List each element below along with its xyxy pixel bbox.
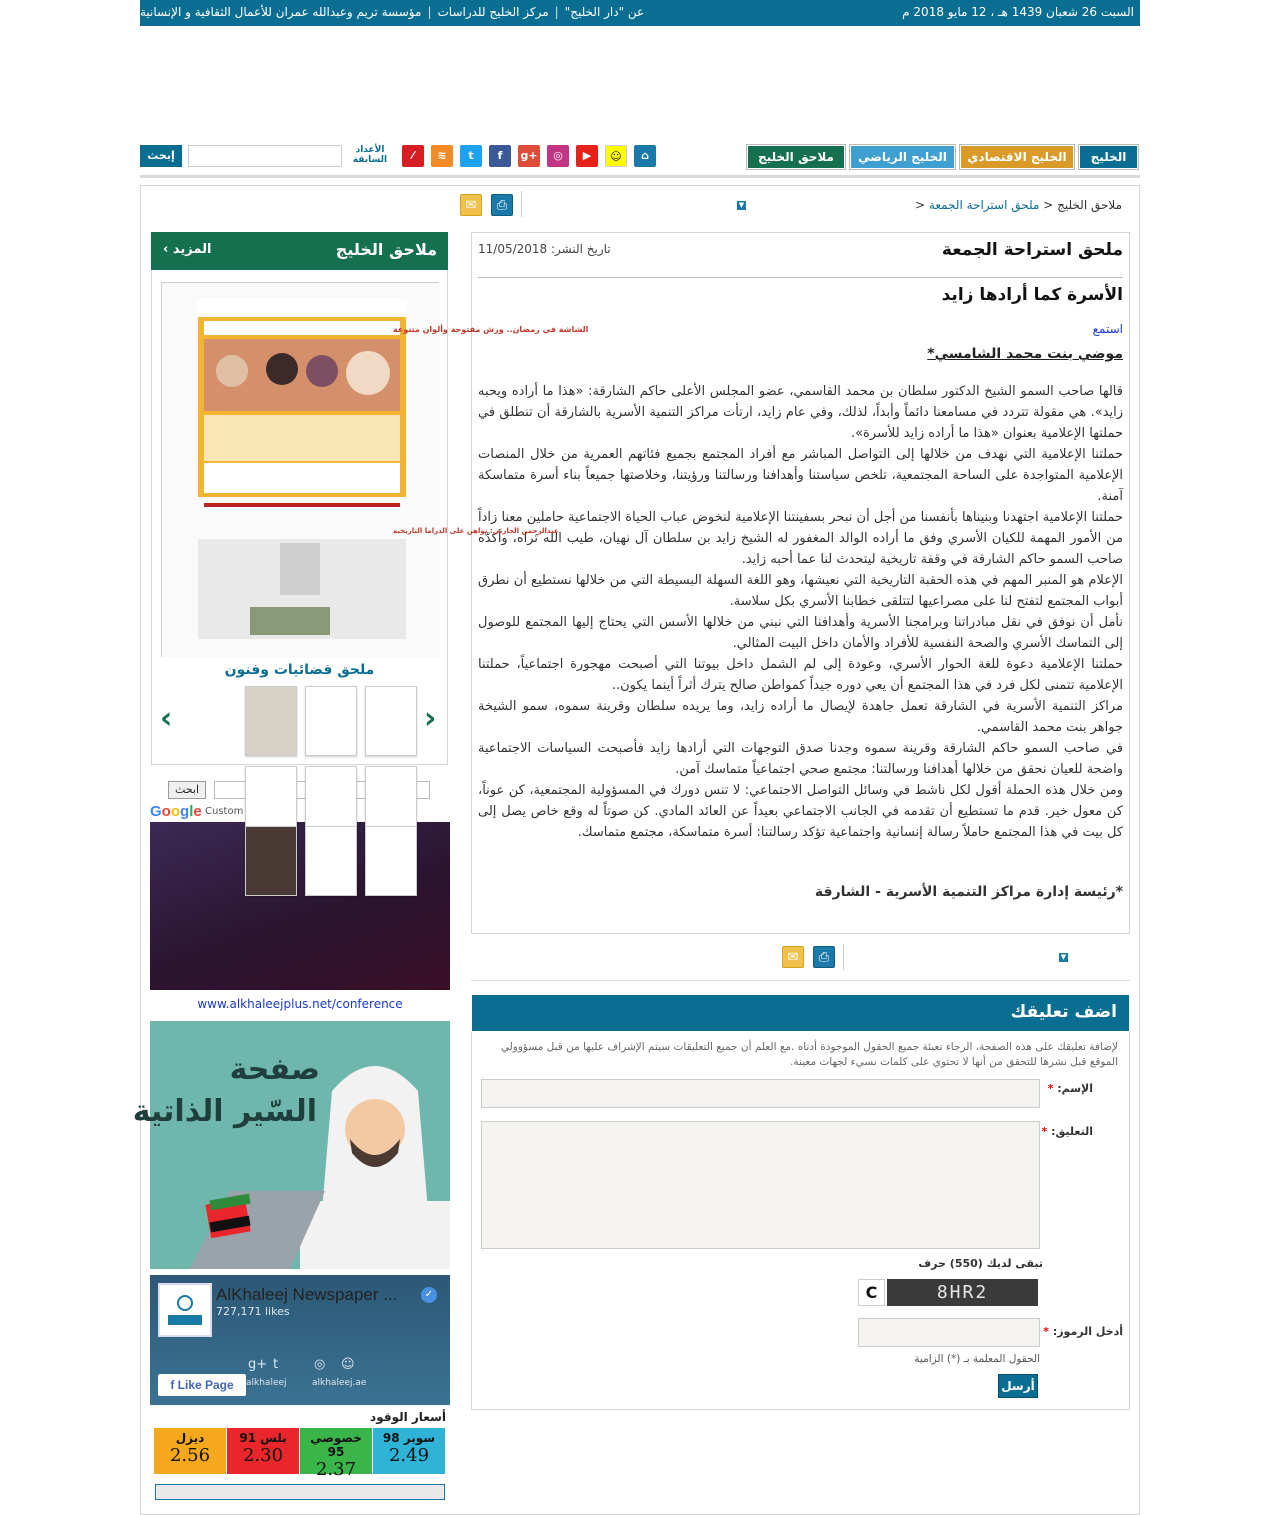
back-issues-link[interactable]: الأعداد السابقة bbox=[352, 145, 388, 165]
top-link-dar-alkhaleej[interactable]: عن "دار الخليج" bbox=[564, 5, 645, 19]
captcha-label-text: أدخل الرموز: bbox=[1052, 1325, 1123, 1338]
fuel-price: 2.56 bbox=[169, 1445, 211, 1466]
supplement-thumbnail[interactable] bbox=[305, 826, 357, 896]
fuel-price-plus91 bbox=[227, 1428, 299, 1474]
nav-divider bbox=[140, 175, 1140, 178]
youtube-icon[interactable]: ▶ bbox=[576, 145, 598, 167]
social-handle: alkhaleej.ae bbox=[312, 1378, 367, 1388]
divider bbox=[471, 980, 1130, 981]
font-size-dropdown-icon[interactable]: ▼ bbox=[1060, 953, 1067, 961]
article-body bbox=[478, 381, 1123, 843]
snapchat-icon[interactable]: ☺ bbox=[605, 145, 627, 167]
chevron-right-icon[interactable]: › bbox=[424, 701, 437, 736]
refresh-icon[interactable]: C bbox=[858, 1279, 885, 1306]
facebook-page-name[interactable]: AlKhaleej Newspaper ... bbox=[216, 1285, 398, 1304]
name-input[interactable] bbox=[481, 1079, 1040, 1108]
alkhaleej-logo bbox=[158, 1283, 212, 1337]
breadcrumb bbox=[915, 198, 1122, 212]
required-note: الحقول المعلمة بـ (*) الزامية bbox=[914, 1353, 1040, 1365]
submit-button[interactable]: أرسل bbox=[998, 1374, 1038, 1398]
site-search-button[interactable]: إبحث bbox=[140, 145, 182, 167]
top-link-studies-center[interactable]: مركز الخليج للدراسات bbox=[437, 5, 549, 19]
article-paragraph: حملتنا الإعلامية التي نهدف من خلالها إلى التواصل المباشر مع أفراد المجتمع بجميع فئاتهم العمرية من خلال المنصات الإعلامية المتواجدة على الساحة المجتمعية، تلخص سياستنا وأهدافنا ورسالتنا ورؤيتنا، وخلاصتها جميعاً بناء أسرة متماسكة آمنة. bbox=[478, 447, 1123, 504]
cover-subhead: عبدالرحمن الحارثي: نواهن على الدراما التاريخية bbox=[393, 527, 559, 535]
email-icon[interactable]: ✉ bbox=[782, 946, 804, 968]
fuel-price: 2.49 bbox=[388, 1445, 430, 1466]
instagram-icon[interactable]: ◎ bbox=[547, 145, 569, 167]
article-title: الأسرة كما أرادها زايد bbox=[941, 285, 1123, 305]
header-date: السبت 26 شعبان 1439 هـ ، 12 مايو 2018 م bbox=[902, 5, 1134, 19]
fuel-price: 2.37 bbox=[315, 1459, 357, 1480]
social-handle: alkhaleej bbox=[246, 1378, 287, 1388]
cover-image bbox=[162, 283, 589, 658]
captcha-image: 8HR2 bbox=[887, 1279, 1038, 1306]
listen-link[interactable]: استمع bbox=[1092, 322, 1123, 336]
facebook-like-button[interactable] bbox=[158, 1374, 246, 1396]
comment-heading: اضف تعليقك bbox=[472, 995, 1129, 1031]
breadcrumb-root[interactable]: ملاحق الخليج bbox=[1057, 198, 1122, 212]
twitter-icon: t bbox=[273, 1357, 279, 1372]
google-plus-icon[interactable]: g+ bbox=[518, 145, 540, 167]
nav-tab-economic[interactable]: الخليج الاقتصادي bbox=[960, 145, 1074, 169]
article-paragraph: حملتنا الإعلامية اجتهدنا وبنيناها بأنفسنا من أجل أن نبحر بسفينتنا الإعلامية لنخوض عباب الحياة الاجتماعية حاملين معنا زاداً من الأمور المهمة للكيان الأسري وفق ما أراده الوالد المغفور له الشيخ زايد بن سلطان آل نهيان، طيب الله ثراه، وأكدّه صاحب السمو حاكم الشارقة في وقفة تاريخية ليتحدث لنا عما أحبه زايد. bbox=[478, 510, 1123, 567]
captcha-input[interactable] bbox=[858, 1318, 1040, 1347]
cv-ad-title: صفحة bbox=[229, 1052, 320, 1087]
instagram-icon: ◎ bbox=[314, 1357, 326, 1372]
comment-label-text: التعليق: bbox=[1051, 1125, 1093, 1138]
required-marker: * bbox=[1047, 1082, 1054, 1095]
fuel-prices-title: أسعار الوقود bbox=[370, 1410, 446, 1424]
required-marker: * bbox=[1041, 1125, 1048, 1138]
snapchat-icon: ☺ bbox=[341, 1357, 355, 1372]
publish-date: تاريخ النشر: 11/05/2018 bbox=[478, 242, 611, 256]
name-label bbox=[1048, 1082, 1093, 1095]
cover-headline: الشاشة في رمضان.. ورش مفتوحة وألوان متنوعة bbox=[393, 325, 589, 334]
article-paragraph: حملتنا الإعلامية دعوة للغة الحوار الأسري، وعودة إلى لم الشمل داخل بيوتنا التي أصبحت مهجورة اجتماعياً، حملتنا الإعلامية تتمنى لكل فرد في هذا المجتمع أن يعي دوره جيداً كمواطن صالح يترك أثراً أينما يكون.. bbox=[478, 657, 1123, 693]
name-label-text: الإسم: bbox=[1057, 1082, 1093, 1095]
article-paragraph: في صاحب السمو حاكم الشارقة وقرينة سموه وجدنا صدق التوجهات التي أرادها زايد فأصبحت السياسات الاجتماعية واضحة للعيان نحقق من خلالها أهدافنا ورسالتنا: مجتمع صحي اجتماعياً متماسك آمن. bbox=[478, 741, 1123, 777]
divider bbox=[521, 191, 522, 217]
site-search-input[interactable] bbox=[188, 145, 342, 167]
print-icon[interactable]: ⎙ bbox=[813, 946, 835, 968]
required-marker: * bbox=[1043, 1325, 1049, 1338]
comment-textarea[interactable] bbox=[481, 1121, 1040, 1249]
top-bar bbox=[140, 0, 1140, 26]
supplements-title: ملاحق الخليج bbox=[335, 240, 437, 259]
breadcrumb-current[interactable]: ملحق استراحة الجمعة bbox=[928, 198, 1040, 212]
nav-tab-supplements[interactable]: ملاحق الخليج bbox=[747, 145, 845, 169]
article-paragraph: مراكز التنمية الأسرية في الشارقة تعمل جاهدة لإيصال ما أراده زايد، وما يريده سلطان وقرينة سموه، سمو الشيخة جواهر بنت محمد القاسمي. bbox=[478, 699, 1123, 735]
breadcrumb-separator: < bbox=[1039, 198, 1054, 212]
supplement-thumbnail[interactable] bbox=[365, 686, 417, 756]
google-custom-label: Custom bbox=[205, 806, 244, 817]
nav-tab-alkhaleej[interactable]: الخليج bbox=[1079, 145, 1138, 169]
supplement-thumbnail[interactable] bbox=[365, 826, 417, 896]
comment-label bbox=[1041, 1125, 1093, 1138]
divider: | bbox=[427, 5, 432, 19]
like-button-label: Like Page bbox=[177, 1378, 234, 1392]
facebook-icon: f bbox=[170, 1378, 175, 1392]
remaining-chars: تبقى لديك (550) حرف bbox=[918, 1257, 1043, 1270]
nav-tab-sports[interactable]: الخليج الرياضي bbox=[850, 145, 955, 169]
chevron-left-icon[interactable]: ‹ bbox=[160, 701, 173, 736]
fuel-name: خصوصي 95 bbox=[310, 1431, 362, 1459]
verified-icon: ✓ bbox=[421, 1287, 437, 1303]
supplements-header bbox=[151, 232, 448, 270]
font-size-dropdown-icon[interactable]: ▼ bbox=[738, 201, 745, 209]
facebook-likes: 727,171 likes bbox=[216, 1305, 290, 1318]
author-signature: *رئيسة إدارة مراكز التنمية الأسرية - الشارقة bbox=[814, 884, 1123, 900]
divider: | bbox=[554, 5, 559, 19]
fuel-price-super98 bbox=[373, 1428, 445, 1474]
cv-ad-subtitle: السّير الذاتية bbox=[132, 1094, 317, 1129]
article-paragraph: قالها صاحب السمو الشيخ الدكتور سلطان بن محمد القاسمي، عضو المجلس الأعلى حاكم الشارقة: «هذا ما أراده ويحبه زايد». هي مقولة تتردد في مسامعنا دائماً وأبداً، لذلك، وفي عام زايد، ارتأت مراكز التنمية الأسرية بالشارقة أن تنطلق في حملتها الإعلامية بعنوان «هذا ما أراده زايد للأسرة». bbox=[478, 384, 1123, 441]
print-icon[interactable]: ⎙ bbox=[491, 194, 513, 216]
supplement-cover-title[interactable]: ملحق فضائيات وفنون bbox=[224, 662, 375, 678]
twitter-icon[interactable]: t bbox=[460, 145, 482, 167]
pdf-icon[interactable]: ⁄ bbox=[402, 145, 424, 167]
google-plus-icon: g+ bbox=[248, 1357, 268, 1372]
supplement-thumbnail[interactable] bbox=[245, 826, 297, 896]
author-name: موضي بنت محمد الشامسي* bbox=[927, 346, 1123, 362]
top-links bbox=[140, 5, 644, 19]
divider bbox=[478, 277, 1123, 278]
article-paragraph: ومن خلال هذه الحملة أقول لكل ناشط في وسائل التواصل الاجتماعي: لا تنس دورك في المسؤولية المجتمعية، كن عوناً، كن معول خير. قدم ما تستطيع أن تقدمه في الجانب الاجتماعي بعيداً عن العائد المادي. كن صوتاً له وقع خاص يصل إلى كل بيت في هذا المجتمع حاملاً رسالة إنسانية واجتماعية تؤكد رسالتنا: أسرة متماسكة، مجتمع متماسك. bbox=[478, 783, 1123, 840]
fuel-price-special95 bbox=[300, 1428, 372, 1480]
email-icon[interactable]: ✉ bbox=[460, 194, 482, 216]
google-logo: Google bbox=[150, 803, 202, 820]
fuel-name: ديزل bbox=[175, 1431, 205, 1445]
fuel-name: سوبر 98 bbox=[382, 1431, 436, 1445]
captcha-label bbox=[1043, 1325, 1123, 1338]
supplement-cover[interactable] bbox=[161, 282, 589, 657]
advertisement[interactable] bbox=[155, 1484, 445, 1500]
fuel-name: بلس 91 bbox=[239, 1431, 287, 1445]
chevron-right-icon: › bbox=[163, 242, 169, 257]
supplement-thumbnail[interactable] bbox=[245, 686, 297, 756]
fuel-price: 2.30 bbox=[242, 1445, 284, 1466]
article-paragraph: الإعلام هو المنبر المهم في هذه الحقبة التاريخية التي نعيشها، وهو اللغة السهلة البسيطة التي من خلالها نستطيع أن نطرق أبواب المجتمع لتفتح لنا على مصراعيها لتتلقى خطابنا الأسري بكل سلاسة. bbox=[478, 573, 1123, 609]
facebook-icon[interactable]: f bbox=[489, 145, 511, 167]
supplement-thumbnail[interactable] bbox=[305, 686, 357, 756]
rss-icon[interactable]: ≋ bbox=[431, 145, 453, 167]
conference-link[interactable]: www.alkhaleejplus.net/conference bbox=[197, 997, 403, 1011]
fuel-price-diesel bbox=[154, 1428, 226, 1474]
home-icon[interactable]: ⌂ bbox=[634, 145, 656, 167]
more-link-label: المزيد bbox=[172, 242, 212, 257]
divider bbox=[843, 944, 844, 970]
breadcrumb-separator: < bbox=[915, 198, 926, 212]
section-title: ملحق استراحة الجمعة bbox=[941, 240, 1123, 260]
comment-note: لإضافة تعليقك على هذه الصفحة، الرجاء تعبئة جميع الحقول الموجودة أدناه .مع العلم أن جميع التعليقات سيتم الإشراف عليها من قبل مسؤوولي الموقع قبل نشرها للتحقق من أنها لا تحتوي على كلمات نسيء لجهات معينة. bbox=[500, 1041, 1118, 1068]
article-paragraph: نأمل أن نوفق في نقل مبادراتنا وبرامجنا الأسرية وأهدافنا التي نبني من خلالها الأسس التي يحتاج إليها المجتمع للوصول إلى التماسك الأسري والصحة النفسية للأفراد والأمان داخل البيت المثالي. bbox=[478, 615, 1123, 651]
logo-mark bbox=[160, 1285, 210, 1335]
top-link-foundation[interactable]: مؤسسة تريم وعبدالله عمران للأعمال الثقافية و الإنسانية bbox=[140, 5, 422, 19]
more-link[interactable] bbox=[163, 242, 211, 257]
google-search-button[interactable]: ابحث bbox=[168, 781, 206, 799]
